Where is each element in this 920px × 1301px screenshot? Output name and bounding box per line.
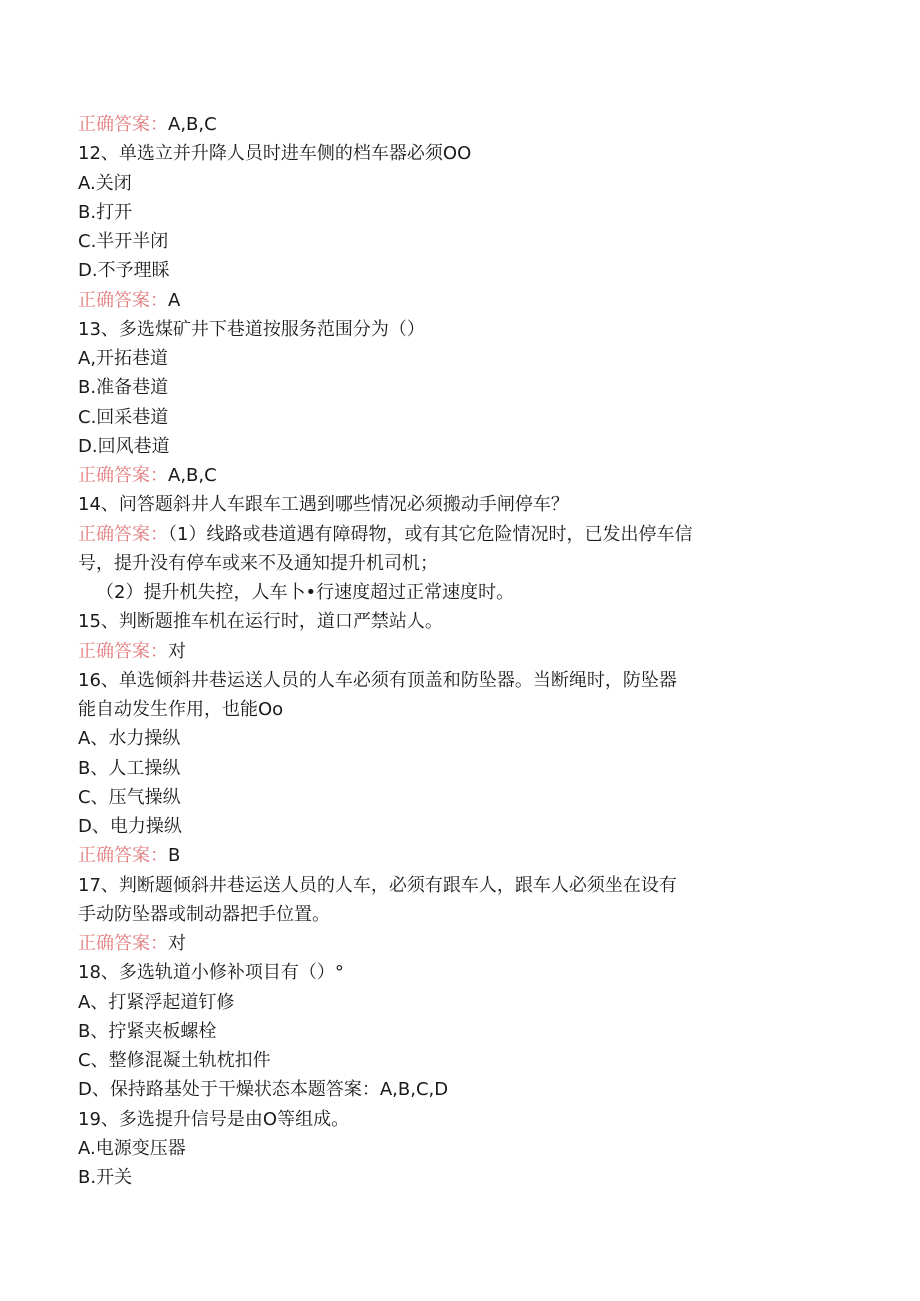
text-line: B、拧紧夹板螺栓 — [78, 1020, 217, 1042]
answer-value: A,B,C — [168, 465, 217, 486]
text-line: 17、判断题倾斜井巷运送人员的人车，必须有跟车人，跟车人必须坐在设有 — [78, 874, 677, 896]
answer-label: 正确答案： — [78, 933, 168, 954]
text-line: （2）提升机失控，人车卜•行速度超过正常速度时。 — [96, 582, 515, 603]
answer-label: 正确答案： — [78, 523, 168, 545]
text-line: A、水力操纵 — [78, 728, 181, 750]
text-line: 号，提升没有停车或来不及通知提升机司机； — [78, 552, 438, 574]
answer-value: A,B,C — [168, 114, 217, 135]
text-line: 15、判断题推车机在运行时，道口严禁站人。 — [78, 611, 443, 633]
answer-line — [78, 933, 186, 955]
answer-line — [78, 465, 217, 487]
answer-line — [78, 290, 180, 312]
text-line: 13、多选煤矿井下巷道按服务范围分为（） — [78, 318, 425, 340]
answer-line — [78, 641, 186, 663]
text-line: 14、问答题斜井人车跟车工遇到哪些情况必须搬动手闸停车？ — [78, 494, 569, 516]
text-line: C.回采巷道 — [78, 406, 169, 428]
text-line: C.半开半闭 — [78, 231, 169, 252]
text-line: 16、单选倾斜井巷运送人员的人车必须有顶盖和防坠器。当断绳时，防坠器 — [78, 669, 677, 691]
text-line: 18、多选轨道小修补项目有（）° — [78, 962, 344, 984]
answer-value: A — [168, 289, 181, 311]
text-line: 能自动发生作用，也能Oo — [78, 699, 284, 720]
text-line: A.电源变压器 — [78, 1137, 186, 1159]
answer-line — [78, 114, 217, 136]
answer-line — [78, 524, 692, 546]
answer-label: 正确答案： — [78, 289, 168, 311]
text-line: B.开关 — [78, 1167, 133, 1188]
text-line: D.回风巷道 — [78, 435, 170, 457]
text-line: A.关闭 — [78, 172, 132, 194]
text-line: 19、多选提升信号是由O等组成。 — [78, 1108, 350, 1130]
text-line: C、整修混凝土轨枕扣件 — [78, 1050, 271, 1071]
answer-label: 正确答案： — [78, 845, 168, 867]
answer-label: 正确答案： — [78, 465, 168, 486]
answer-value: B — [168, 845, 181, 867]
text-line: D、电力操纵 — [78, 816, 182, 837]
answer-line — [78, 845, 180, 867]
answer-label: 正确答案： — [78, 114, 168, 135]
answer-value: 对 — [168, 640, 186, 662]
text-line: C、压气操纵 — [78, 786, 181, 808]
answer-label: 正确答案： — [78, 640, 168, 662]
text-line: B.打开 — [78, 201, 133, 223]
answer-value: （1）线路或巷道遇有障碍物，或有其它危险情况时，已发出停车信 — [168, 523, 693, 545]
text-line: D.不予理睬 — [78, 260, 170, 282]
answer-value: 对 — [168, 933, 186, 954]
text-line: D、保持路基处于干燥状态本题答案：A,B,C,D — [78, 1079, 449, 1101]
text-line: A、打紧浮起道钉修 — [78, 991, 235, 1013]
text-line: 手动防坠器或制动器把手位置。 — [78, 903, 330, 925]
text-line: A,开拓巷道 — [78, 348, 169, 369]
text-line: B、人工操纵 — [78, 757, 181, 779]
text-line: 12、单选立并升降人员时进车侧的档车器必须OO — [78, 143, 472, 165]
text-line: B.准备巷道 — [78, 377, 169, 399]
